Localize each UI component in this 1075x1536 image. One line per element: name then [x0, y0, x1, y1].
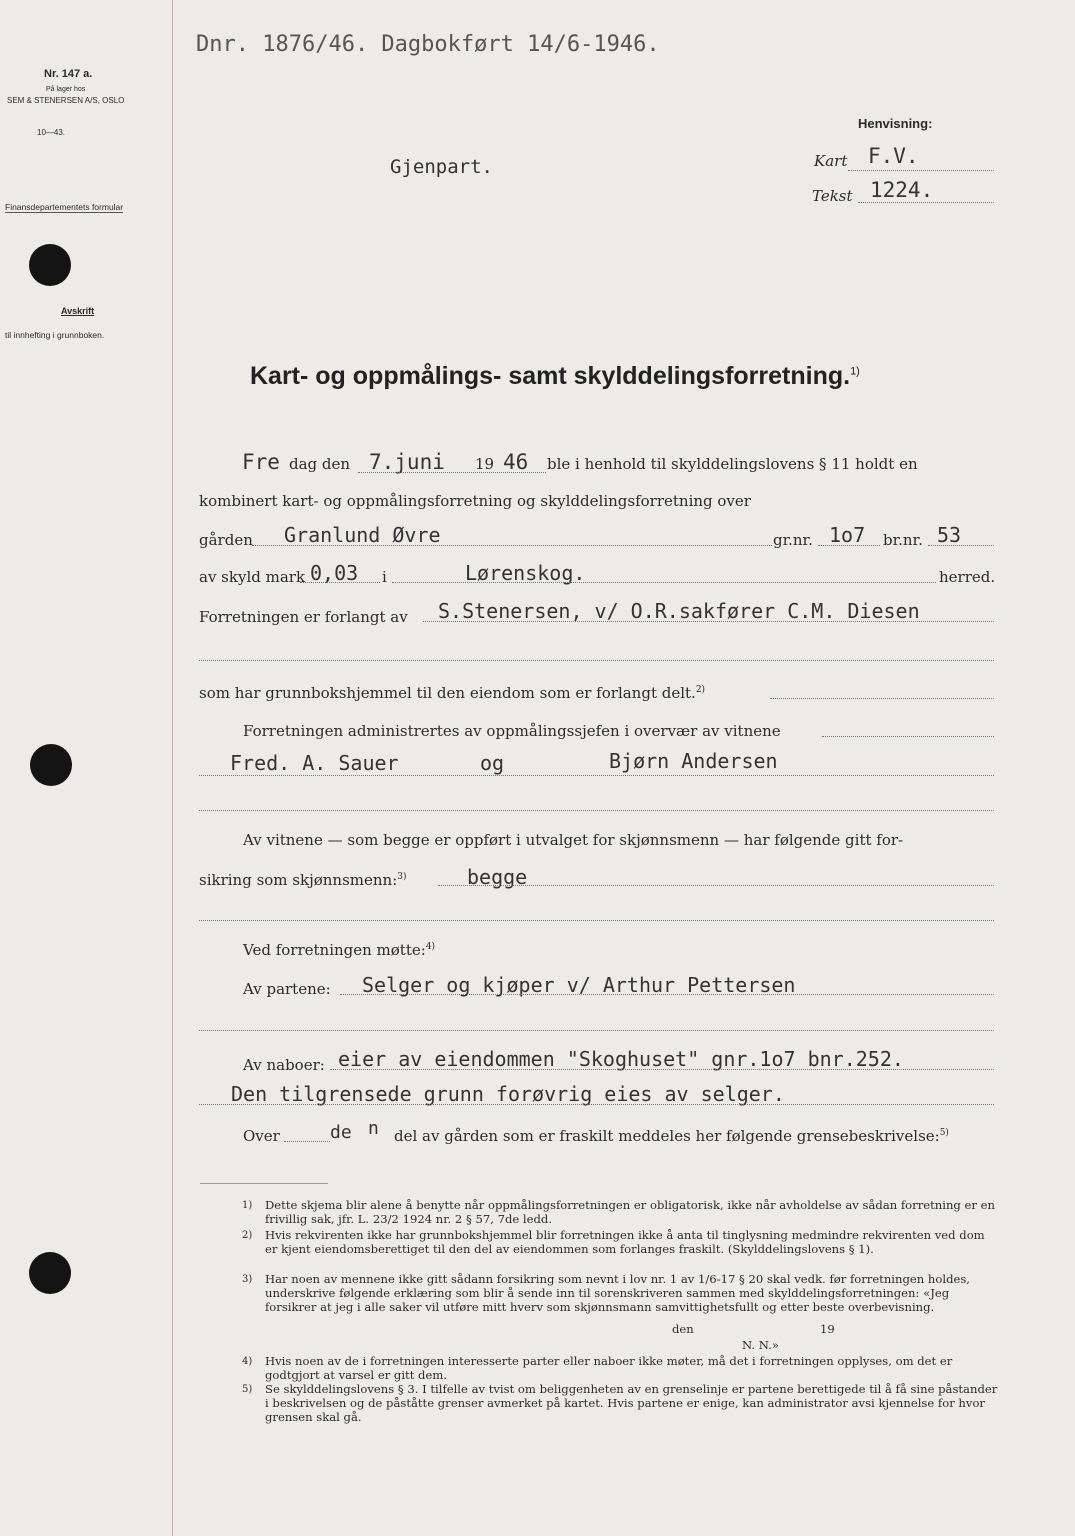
footnote-3-den: den [672, 1322, 694, 1336]
hjemmel-text [199, 684, 705, 702]
registration-stamp: Dnr. 1876/46. Dagbokført 14/6-1946. [196, 32, 660, 57]
hjemmel-label: som har grunnbokshjemmel til den eiendom som er forlangt delt. [199, 684, 696, 702]
printer-name: SEM & STENERSEN A/S, OSLO [7, 96, 125, 105]
document-title [250, 362, 860, 391]
over-text [394, 1127, 949, 1145]
admin-line [822, 736, 994, 737]
naboer-line-2 [199, 1104, 994, 1105]
skyld-line [300, 582, 380, 583]
herred-label: herred. [939, 568, 996, 586]
witness-line [199, 775, 994, 776]
herred-line [392, 582, 936, 583]
partene-line [340, 994, 994, 995]
forlangt-label: Forretningen er forlangt av [199, 608, 408, 626]
footnote-num: 2) [242, 1230, 253, 1241]
grnr-line [818, 545, 880, 546]
kart-label: Kart [814, 152, 848, 170]
footnote-3-nn: N. N.» [742, 1338, 779, 1352]
footnote-4: Hvis noen av de i forretningen interesserte parter eller naboer ikke møter, må det i forretningen opplyses, om det er godtgjort at varsel er gitt dem. [265, 1354, 953, 1382]
print-code: 10—43. [37, 128, 66, 137]
skyld-label: av skyld mark [199, 568, 306, 586]
witness-og: og [480, 751, 505, 775]
mote-label: Ved forretningen møtte: [243, 941, 426, 959]
blank-line [199, 660, 994, 661]
year-prefix: 19 [475, 455, 495, 473]
footnote-2: Hvis rekvirenten ikke har grunnbokshjemmel blir forretningen ikke å anta til tinglysning medmindre rekvirenten ved dom er kjent eiendomsberettiget til den del av eiendommen som forlanges fraskilt. (Skylddelingslovens § 1). [265, 1228, 985, 1256]
over-rest-label: del av gården som er fraskilt meddeles her følgende grensebeskrivelse: [394, 1127, 940, 1145]
naboer-value-2: Den tilgrensede grunn forøvrig eies av selger. [231, 1082, 785, 1106]
gjenpart-label: Gjenpart. [390, 156, 493, 178]
footnote-num: 1) [242, 1200, 253, 1211]
partene-label: Av partene: [243, 980, 331, 998]
tekst-value: 1224. [870, 178, 934, 202]
kart-value: F.V. [868, 144, 919, 168]
copy-subtitle: til innhefting i grunnboken. [5, 330, 105, 340]
brnr-line [928, 545, 994, 546]
over-label: Over [243, 1127, 280, 1145]
margin-rule [172, 0, 173, 1536]
brnr-label: br.nr. [883, 531, 923, 549]
over-line [284, 1141, 330, 1142]
brnr-value: 53 [937, 523, 962, 547]
tekst-label: Tekst [812, 187, 853, 205]
punch-hole [30, 744, 72, 786]
admin-text: Forretningen administrertes av oppmålingssjefen i overvær av vitnene [243, 722, 781, 740]
footnote-1: Dette skjema blir alene å benytte når oppmålingsforretningen er obligatorisk, ikke når avholdelse av sådan forretning er en frivillig sak, jfr. L. 23/2 1924 nr. 2 § 57, 7de ledd. [265, 1198, 995, 1226]
garden-value: Granlund Øvre [284, 523, 441, 547]
over-footnote-ref: 5) [939, 1128, 949, 1138]
hjemmel-footnote-ref: 2) [695, 685, 706, 695]
footnote-divider [200, 1183, 328, 1184]
reference-title: Henvisning: [858, 116, 933, 131]
witness-1: Fred. A. Sauer [230, 751, 399, 775]
vitner-value: begge [467, 865, 528, 889]
hjemmel-line [770, 698, 994, 699]
naboer-label: Av naboer: [243, 1056, 325, 1074]
line2-text: kombinert kart- og oppmålingsforretning og skylddelingsforretning over [199, 492, 751, 510]
i-label: i [382, 568, 387, 586]
kart-line [848, 170, 994, 171]
over-de: de [330, 1122, 352, 1143]
punch-hole [29, 1252, 71, 1294]
vitner-line [438, 885, 994, 886]
forlangt-line [423, 621, 994, 622]
grnr-label: gr.nr. [773, 531, 813, 549]
herred-value: Lørenskog. [465, 561, 586, 585]
grnr-value: 1o7 [829, 523, 866, 547]
copy-title: Avskrift [61, 306, 95, 316]
footnote-num: 4) [242, 1356, 253, 1367]
footnote-3-19: 19 [820, 1322, 835, 1336]
garden-label: gården [199, 531, 253, 549]
mote-text [243, 941, 435, 959]
department-label: Finansdepartementets formular [5, 202, 124, 212]
forlangt-value: S.Stenersen, v/ O.R.sakfører C.M. Diesen [438, 599, 920, 623]
blank-line-4 [199, 1030, 994, 1031]
vitner-text-2 [199, 871, 407, 889]
vitner-footnote-ref: 3) [397, 872, 407, 882]
blank-line-2 [199, 810, 994, 811]
footnote-5: Se skylddelingslovens § 3. I tilfelle av tvist om beliggenheten av en grenselinje er partene berettigede til å få sine påstander i beskrivelsen og de påståtte grenser avmerket på kartet. Hvis partene er enige, kan administrator avsi kjennelse for hvor grensen skal gå. [265, 1382, 998, 1424]
mote-footnote-ref: 4) [425, 942, 436, 952]
form-number: Nr. 147 a. [44, 68, 93, 80]
footnote-num: 5) [242, 1384, 253, 1395]
vitner-label: sikring som skjønnsmenn: [199, 871, 398, 889]
printer-line: På lager hos [46, 86, 86, 93]
year-value: 46 [503, 450, 529, 474]
footnote-num: 3) [242, 1274, 253, 1285]
blank-line-3 [199, 920, 994, 921]
vitner-text: Av vitnene — som begge er oppført i utvalget for skjønnsmenn — har følgende gitt for- [243, 831, 904, 849]
day-value: Fre [242, 450, 280, 474]
title-footnote-ref: 1) [850, 365, 860, 378]
footnote-3: Har noen av mennene ikke gitt sådann forsikring som nevnt i lov nr. 1 av 1/6-17 § 20 skal vedk. før forretningen holdes, underskrive følgende erklæring som blir å sende inn til sorenskriveren sammen med skylddelingsforretningen: «Jeg forsikrer at jeg i alle saker vil utføre mitt hverv som skjønnsmann samvittighetsfullt og etter beste overbevisning. [265, 1272, 970, 1314]
over-n: n [368, 1118, 379, 1139]
date-line [358, 472, 546, 473]
punch-hole [29, 244, 71, 286]
naboer-value-1: eier av eiendommen "Skoghuset" gnr.1o7 bnr.252. [338, 1047, 904, 1071]
witness-2: Bjørn Andersen [609, 749, 778, 773]
tekst-line [858, 202, 994, 203]
title-text: Kart- og oppmålings- samt skylddelingsforretning. [250, 362, 851, 390]
skyld-value: 0,03 [310, 561, 359, 585]
naboer-line [330, 1069, 994, 1070]
line1-text: ble i henhold til skylddelingslovens § 11 holdt en [547, 455, 918, 473]
date-value: 7.juni [369, 450, 445, 474]
dag-den-label: dag den [289, 455, 351, 473]
partene-value: Selger og kjøper v/ Arthur Pettersen [362, 973, 796, 997]
